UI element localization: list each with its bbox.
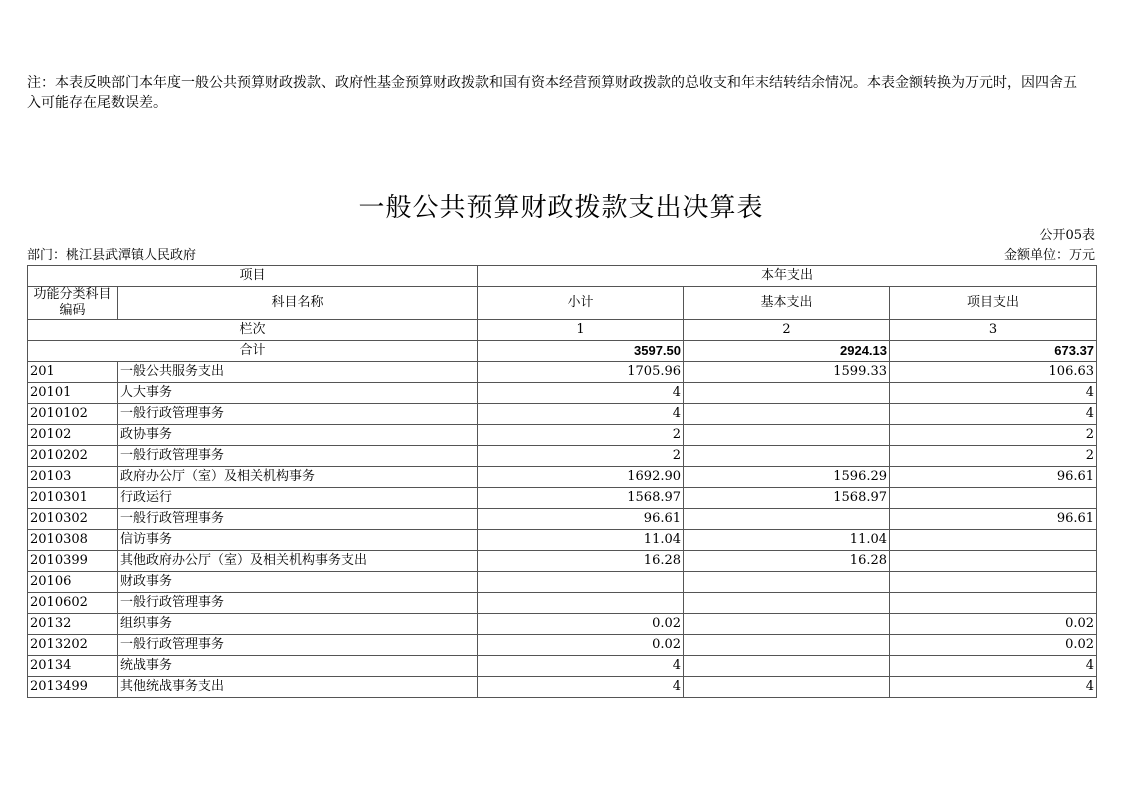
row-basic bbox=[684, 593, 890, 614]
total-subtotal: 3597.50 bbox=[478, 341, 684, 362]
row-project: 96.61 bbox=[890, 509, 1097, 530]
row-name: 一般公共服务支出 bbox=[118, 362, 478, 383]
row-subtotal: 11.04 bbox=[478, 530, 684, 551]
table-row bbox=[28, 593, 1097, 614]
table-row bbox=[28, 362, 1097, 383]
row-project: 0.02 bbox=[890, 614, 1097, 635]
row-basic bbox=[684, 614, 890, 635]
row-name: 一般行政管理事务 bbox=[118, 509, 478, 530]
row-name: 人大事务 bbox=[118, 383, 478, 404]
row-code: 20102 bbox=[28, 425, 118, 446]
row-basic bbox=[684, 383, 890, 404]
total-basic: 2924.13 bbox=[684, 341, 890, 362]
row-code: 2010308 bbox=[28, 530, 118, 551]
row-basic: 16.28 bbox=[684, 551, 890, 572]
table-row bbox=[28, 677, 1097, 698]
row-subtotal: 4 bbox=[478, 383, 684, 404]
header-row-2 bbox=[28, 287, 1097, 320]
row-name: 政府办公厅（室）及相关机构事务 bbox=[118, 467, 478, 488]
table-row bbox=[28, 404, 1097, 425]
expenditure-table bbox=[27, 265, 1097, 698]
row-basic bbox=[684, 509, 890, 530]
total-label: 合计 bbox=[28, 341, 478, 362]
table-row bbox=[28, 656, 1097, 677]
row-subtotal: 96.61 bbox=[478, 509, 684, 530]
table-row bbox=[28, 383, 1097, 404]
row-subtotal: 4 bbox=[478, 677, 684, 698]
department-label: 部门：桃江县武潭镇人民政府 bbox=[27, 248, 197, 263]
table-row bbox=[28, 572, 1097, 593]
table-row bbox=[28, 467, 1097, 488]
header-basic: 基本支出 bbox=[684, 287, 890, 320]
row-code: 20101 bbox=[28, 383, 118, 404]
row-project: 4 bbox=[890, 656, 1097, 677]
table-row bbox=[28, 488, 1097, 509]
row-code: 20134 bbox=[28, 656, 118, 677]
row-project: 4 bbox=[890, 404, 1097, 425]
table-row bbox=[28, 509, 1097, 530]
row-name: 行政运行 bbox=[118, 488, 478, 509]
row-project: 2 bbox=[890, 446, 1097, 467]
row-code: 2013499 bbox=[28, 677, 118, 698]
row-project: 106.63 bbox=[890, 362, 1097, 383]
row-subtotal: 1705.96 bbox=[478, 362, 684, 383]
row-code: 201 bbox=[28, 362, 118, 383]
row-code: 2010602 bbox=[28, 593, 118, 614]
row-project bbox=[890, 530, 1097, 551]
row-code: 20132 bbox=[28, 614, 118, 635]
column-number-label: 栏次 bbox=[28, 320, 478, 341]
unit-label: 金额单位：万元 bbox=[1003, 248, 1095, 263]
header-name: 科目名称 bbox=[118, 287, 478, 320]
row-code: 2010102 bbox=[28, 404, 118, 425]
row-basic bbox=[684, 572, 890, 593]
row-subtotal: 1692.90 bbox=[478, 467, 684, 488]
total-project: 673.37 bbox=[890, 341, 1097, 362]
row-project: 2 bbox=[890, 425, 1097, 446]
row-basic: 11.04 bbox=[684, 530, 890, 551]
column-number-1: 1 bbox=[478, 320, 684, 341]
column-number-row bbox=[28, 320, 1097, 341]
row-name: 组织事务 bbox=[118, 614, 478, 635]
row-basic bbox=[684, 635, 890, 656]
row-project bbox=[890, 572, 1097, 593]
row-project bbox=[890, 488, 1097, 509]
row-basic: 1568.97 bbox=[684, 488, 890, 509]
note-text: 注：本表反映部门本年度一般公共预算财政拨款、政府性基金预算财政拨款和国有资本经营预算财政拨款的总收支和年末结转结余情况。本表金额转换为万元时，因四舍五入可能存在尾数误差。 bbox=[27, 75, 1077, 111]
row-project: 4 bbox=[890, 383, 1097, 404]
row-subtotal: 4 bbox=[478, 656, 684, 677]
report-title: 一般公共预算财政拨款支出决算表 bbox=[358, 193, 764, 223]
form-number: 公开05表 bbox=[1039, 228, 1095, 243]
row-code: 2010301 bbox=[28, 488, 118, 509]
row-code: 2010302 bbox=[28, 509, 118, 530]
header-project-expense: 项目支出 bbox=[890, 287, 1097, 320]
row-basic bbox=[684, 656, 890, 677]
row-code: 2010399 bbox=[28, 551, 118, 572]
row-project: 0.02 bbox=[890, 635, 1097, 656]
row-name: 信访事务 bbox=[118, 530, 478, 551]
row-name: 统战事务 bbox=[118, 656, 478, 677]
header-row-1 bbox=[28, 266, 1097, 287]
row-subtotal: 0.02 bbox=[478, 614, 684, 635]
row-subtotal: 2 bbox=[478, 425, 684, 446]
row-basic: 1599.33 bbox=[684, 362, 890, 383]
row-name: 一般行政管理事务 bbox=[118, 593, 478, 614]
table-row bbox=[28, 614, 1097, 635]
row-project bbox=[890, 593, 1097, 614]
row-subtotal: 4 bbox=[478, 404, 684, 425]
row-project bbox=[890, 551, 1097, 572]
row-code: 20106 bbox=[28, 572, 118, 593]
header-code: 功能分类科目编码 bbox=[28, 287, 118, 320]
row-subtotal: 0.02 bbox=[478, 635, 684, 656]
total-row bbox=[28, 341, 1097, 362]
row-name: 一般行政管理事务 bbox=[118, 635, 478, 656]
row-name: 财政事务 bbox=[118, 572, 478, 593]
row-project: 96.61 bbox=[890, 467, 1097, 488]
row-basic bbox=[684, 425, 890, 446]
row-basic bbox=[684, 404, 890, 425]
column-number-3: 3 bbox=[890, 320, 1097, 341]
row-name: 一般行政管理事务 bbox=[118, 446, 478, 467]
row-basic bbox=[684, 677, 890, 698]
row-subtotal bbox=[478, 593, 684, 614]
row-project: 4 bbox=[890, 677, 1097, 698]
row-subtotal: 1568.97 bbox=[478, 488, 684, 509]
row-code: 2010202 bbox=[28, 446, 118, 467]
table-row bbox=[28, 551, 1097, 572]
header-this-year: 本年支出 bbox=[478, 266, 1097, 287]
row-subtotal bbox=[478, 572, 684, 593]
table-row bbox=[28, 635, 1097, 656]
row-name: 其他统战事务支出 bbox=[118, 677, 478, 698]
table-row bbox=[28, 425, 1097, 446]
header-subtotal: 小计 bbox=[478, 287, 684, 320]
table-row bbox=[28, 530, 1097, 551]
row-basic bbox=[684, 446, 890, 467]
row-code: 2013202 bbox=[28, 635, 118, 656]
row-basic: 1596.29 bbox=[684, 467, 890, 488]
row-name: 其他政府办公厅（室）及相关机构事务支出 bbox=[118, 551, 478, 572]
row-subtotal: 16.28 bbox=[478, 551, 684, 572]
column-number-2: 2 bbox=[684, 320, 890, 341]
row-name: 一般行政管理事务 bbox=[118, 404, 478, 425]
row-code: 20103 bbox=[28, 467, 118, 488]
row-name: 政协事务 bbox=[118, 425, 478, 446]
header-project: 项目 bbox=[28, 266, 478, 287]
table-row bbox=[28, 446, 1097, 467]
row-subtotal: 2 bbox=[478, 446, 684, 467]
